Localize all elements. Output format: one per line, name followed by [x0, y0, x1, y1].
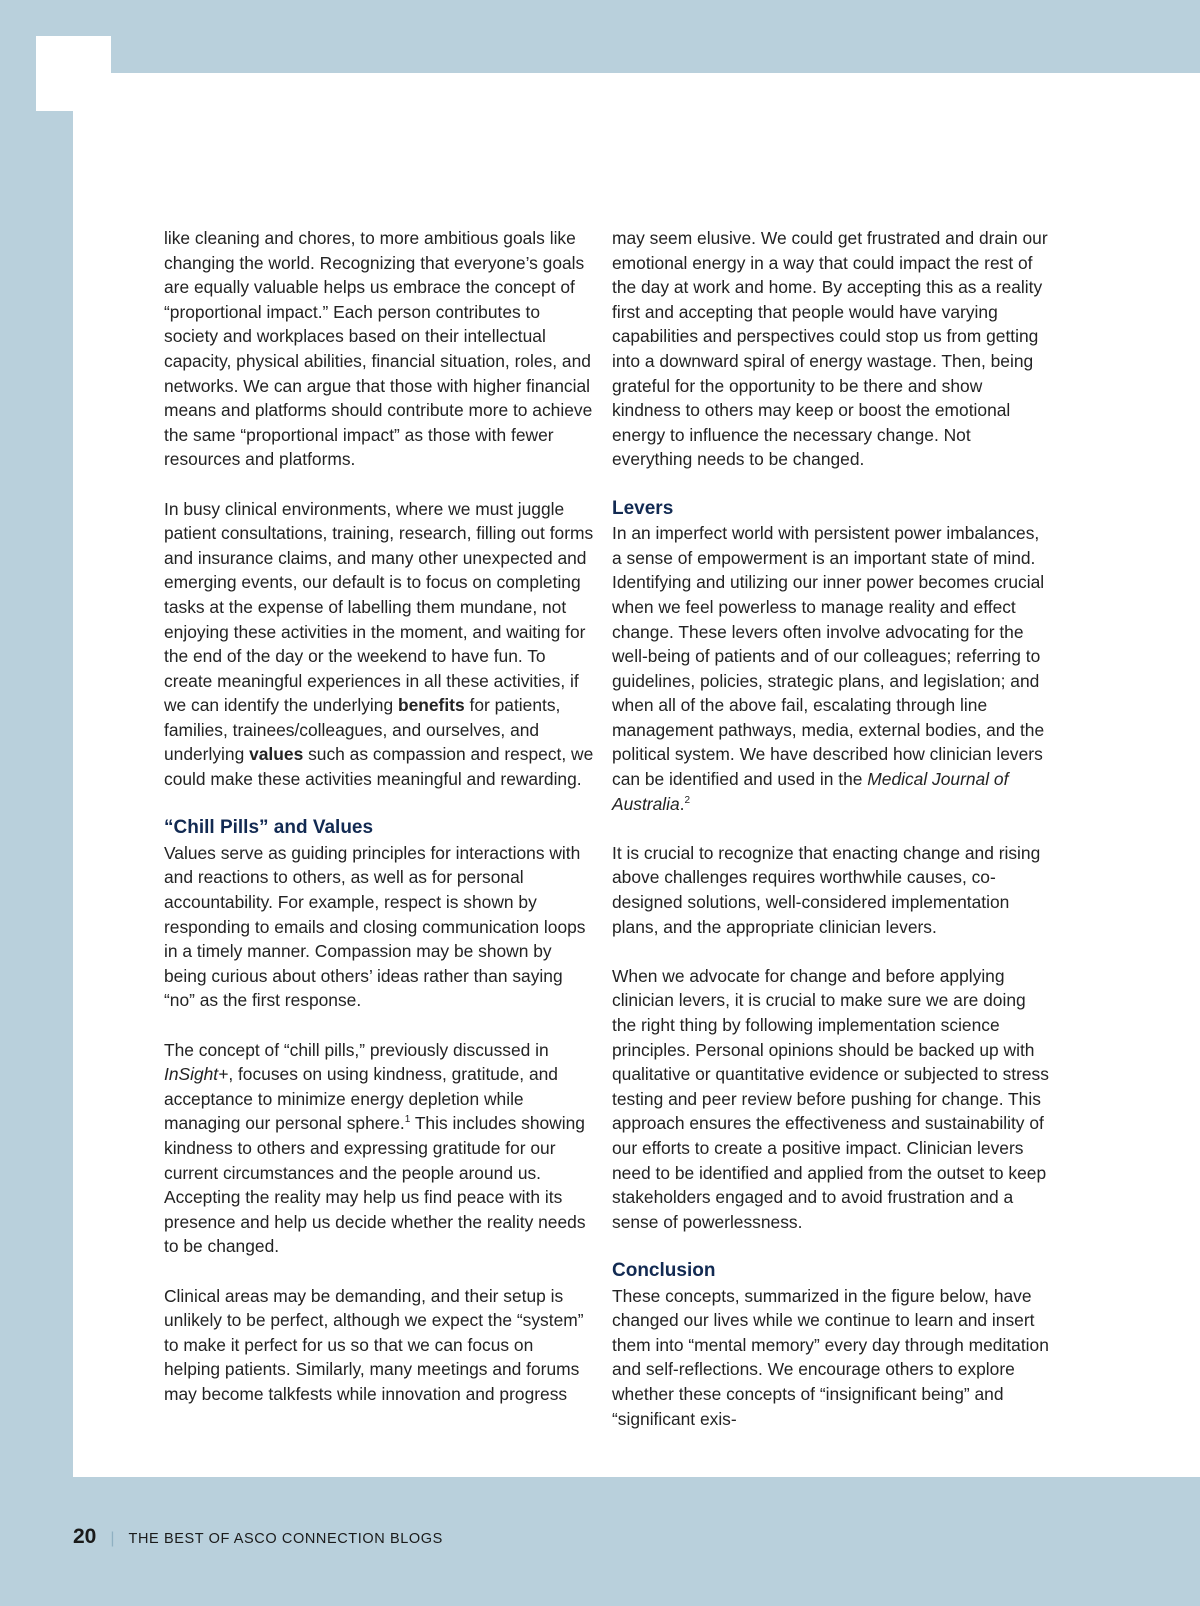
- reference-2: 2: [684, 794, 691, 806]
- paragraph: These concepts, summarized in the figure below, have changed our lives while we continue to learn and insert them into “mental memory” every day through meditation and self-reflections. We encourage others to explore whether these concepts of “insignificant being” and “significant exis-: [612, 1285, 1049, 1429]
- text-run: In busy clinical environments, where we must juggle patient consultations, training, research, filling out forms and insurance claims, and many other unexpected and emerging events, our default is to focus on completing tasks at the expense of labelling them mundane, not enjoying these activities in the moment, and waiting for the end of the day or the weekend to have fun. To create meaningful experiences in all these activities, if we can identify the underlying: [164, 498, 594, 716]
- publication-title: THE BEST OF ASCO CONNECTION BLOGS: [128, 1531, 443, 1547]
- text-run: This includes showing kindness to others and expressing gratitude for our current circumstances and the people around us. Accepting the reality may help us find peace with its presence and help us decide whether the reality needs to be changed.: [164, 1113, 586, 1257]
- reference-1: 1: [404, 1114, 411, 1126]
- text-run: for patients, families, trainees/colleagues, and ourselves, and underlying: [164, 695, 561, 765]
- paragraph: like cleaning and chores, to more ambitious goals like changing the world. Recognizing that everyone’s goals are equally valuable helps us embrace the concept of “proportional impact.” Each person contributes to society and workplaces based on their intellectual capacity, physical abilities, financial situation, roles, and networks. We can argue that those with higher financial means and platforms should contribute more to achieve the same “proportional impact” as those with fewer resources and platforms.: [164, 228, 593, 470]
- italic-insight: InSight+: [164, 1064, 229, 1085]
- italic-journal: Medical Journal of Australia: [612, 769, 1009, 814]
- text-run: .: [679, 793, 685, 814]
- page-sheet: [73, 73, 1200, 1477]
- paragraph: [164, 497, 594, 792]
- paragraph: [612, 521, 1052, 816]
- text-run: , focuses on using kindness, gratitude, and acceptance to minimize energy depletion while managing our personal sphere.: [164, 1064, 558, 1134]
- bold-term-benefits: benefits: [397, 695, 465, 716]
- text-run: The concept of “chill pills,” previously discussed in: [164, 1039, 549, 1060]
- text-run: such as compassion and respect, we could make these activities meaningful and rewarding.: [164, 744, 594, 790]
- paragraph: may seem elusive. We could get frustrated and drain our emotional energy in a way that could impact the rest of the day at work and home. By accepting this as a reality first and accepting that people would have varying capabilities and perspectives could stop us from getting into a downward spiral of energy wastage. Then, being grateful for the opportunity to be there and show kindness to others may keep or boost the emotional energy to influence the necessary change. Not everything needs to be changed.: [612, 228, 1048, 470]
- paragraph: Clinical areas may be demanding, and their setup is unlikely to be perfect, although we expect the “system” to make it perfect for us so that we can focus on helping patients. Similarly, many meetings and forums may become talkfests while innovation and progress: [164, 1285, 584, 1404]
- paragraph: When we advocate for change and before applying clinician levers, it is crucial to make sure we are doing the right thing by following implementation science principles. Personal opinions should be backed up with qualitative or quantitative evidence or subjected to stress testing and peer review before pushing for change. This approach ensures the effectiveness and sustainability of our efforts to create a positive impact. Clinician levers need to be identified and applied from the outset to keep stakeholders engaged and to avoid frustration and a sense of powerlessness.: [612, 965, 1049, 1232]
- section-heading-conclusion: Conclusion: [612, 1259, 716, 1281]
- section-heading-chill-pills: “Chill Pills” and Values: [164, 817, 374, 839]
- left-column: [164, 226, 594, 1431]
- paragraph: Values serve as guiding principles for interactions with and reactions to others, as well as for personal accountability. For example, respect is shown by responding to emails and closing communication loops in a timely manner. Compassion may be shown by being curious about others’ ideas rather than saying “no” as the first response.: [164, 842, 586, 1011]
- footer-separator: |: [110, 1530, 115, 1547]
- page-number: 20: [73, 1525, 97, 1548]
- text-run: In an imperfect world with persistent power imbalances, a sense of empowerment is an important state of mind. Identifying and utilizing our inner power becomes crucial when we feel powerless to manage reality and effect change. These levers often involve advocating for the well-being of patients and of our colleagues; referring to guidelines, policies, strategic plans, and legislation; and when all of the above fail, escalating through line management pathways, media, external bodies, and the political system. We have described how clinician levers can be identified and used in the: [612, 523, 1045, 790]
- bold-term-values: values: [249, 744, 304, 765]
- right-column: [612, 226, 1052, 1456]
- paragraph: [164, 1038, 594, 1259]
- section-heading-levers: Levers: [612, 497, 674, 519]
- page-footer: [73, 1525, 443, 1549]
- paragraph: It is crucial to recognize that enacting change and rising above challenges requires worthwhile causes, co-designed solutions, well-considered implementation plans, and the appropriate clinician levers.: [612, 842, 1041, 937]
